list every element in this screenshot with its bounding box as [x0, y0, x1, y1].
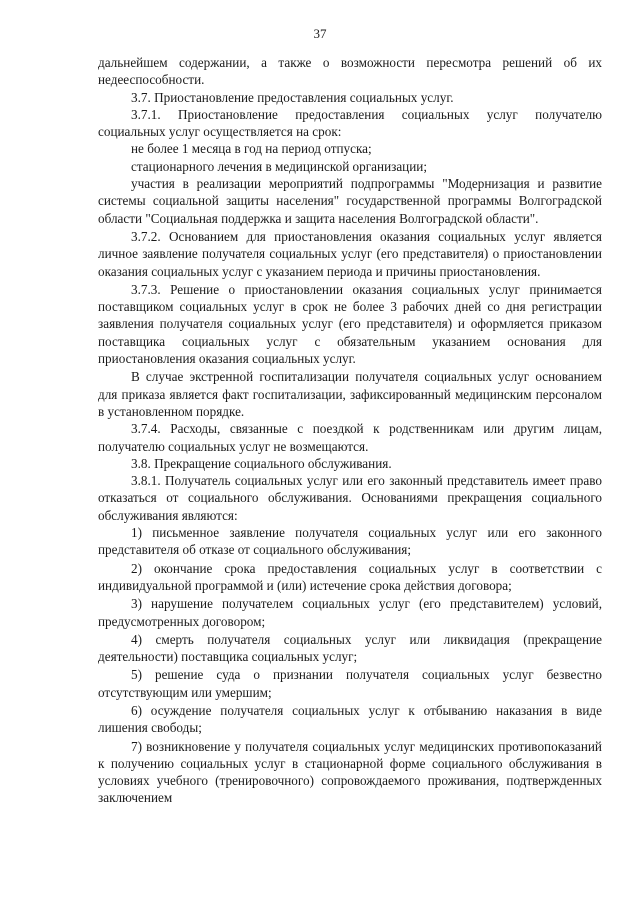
list-item-7: 7) возникновение у получателя социальных услуг медицинских противопоказаний к получению социальных услуг в стационарной форме социального обслуживания в условиях учебного (тренировочного) сопровождаемого проживания, подтвержденных заключением	[98, 738, 602, 806]
paragraph-list-item: участия в реализации мероприятий подпрограммы "Модернизация и развитие системы социальной защиты населения" государственной программы Волгоградской области "Социальная поддержка и защита населения Волгоградской области".	[98, 176, 602, 226]
paragraph-3-7-4: 3.7.4. Расходы, связанные с поездкой к родственникам или другим лицам, получателю социальных услуг не возмещаются.	[98, 421, 602, 454]
list-item-5: 5) решение суда о признании получателя социальных услуг безвестно отсутствующим или умершим;	[98, 667, 602, 700]
paragraph-continuation: дальнейшем содержании, а также о возможности пересмотра решений об их недееспособности.	[98, 55, 602, 88]
list-item-6: 6) осуждение получателя социальных услуг к отбыванию наказания в виде лишения свободы;	[98, 702, 602, 736]
paragraph-hospitalization: В случае экстренной госпитализации получателя социальных услуг основанием для приказа является факт госпитализации, зафиксированный медицинским персоналом в установленном порядке.	[98, 369, 602, 419]
section-heading-3-7: 3.7. Приостановление предоставления социальных услуг.	[131, 89, 454, 105]
paragraph-3-7-2: 3.7.2. Основанием для приостановления оказания социальных услуг является личное заявление получателя социальных услуг (его представителя) о приостановлении оказания социальных услуг с указанием периода и причины приостановления.	[98, 228, 602, 279]
section-heading-3-8: 3.8. Прекращение социального обслуживания.	[131, 455, 392, 471]
document-body	[98, 54, 602, 807]
list-item-3: 3) нарушение получателем социальных услуг (его представителем) условий, предусмотренных договором;	[98, 596, 602, 629]
list-item-1: 1) письменное заявление получателя социальных услуг или его законного представителя об отказе от социального обслуживания;	[98, 525, 602, 558]
list-item-4: 4) смерть получателя социальных услуг или ликвидация (прекращение деятельности) поставщика социальных услуг;	[98, 631, 602, 665]
paragraph-3-7-3: 3.7.3. Решение о приостановлении оказания социальных услуг принимается поставщиком социальных услуг в срок не более 3 рабочих дней со дня регистрации заявления получателя социальных услуг (его представителя) и оформляется приказом поставщика социальных услуг с обязательным указанием основания для приостановления оказания социальных услуг.	[98, 281, 602, 367]
paragraph-3-8-1: 3.8.1. Получатель социальных услуг или его законный представитель имеет право отказаться от социального обслуживания. Основаниями прекращения социального обслуживания являются:	[98, 473, 602, 523]
paragraph-list-item: не более 1 месяца в год на период отпуска;	[131, 141, 372, 157]
page-number: 37	[313, 26, 327, 41]
paragraph-list-item: стационарного лечения в медицинской организации;	[131, 158, 428, 174]
paragraph-3-7-1: 3.7.1. Приостановление предоставления социальных услуг получателю социальных услуг осуществляется на срок:	[98, 106, 602, 140]
list-item-2: 2) окончание срока предоставления социальных услуг в соответствии с индивидуальной программой и (или) истечение срока действия договора;	[98, 560, 602, 593]
